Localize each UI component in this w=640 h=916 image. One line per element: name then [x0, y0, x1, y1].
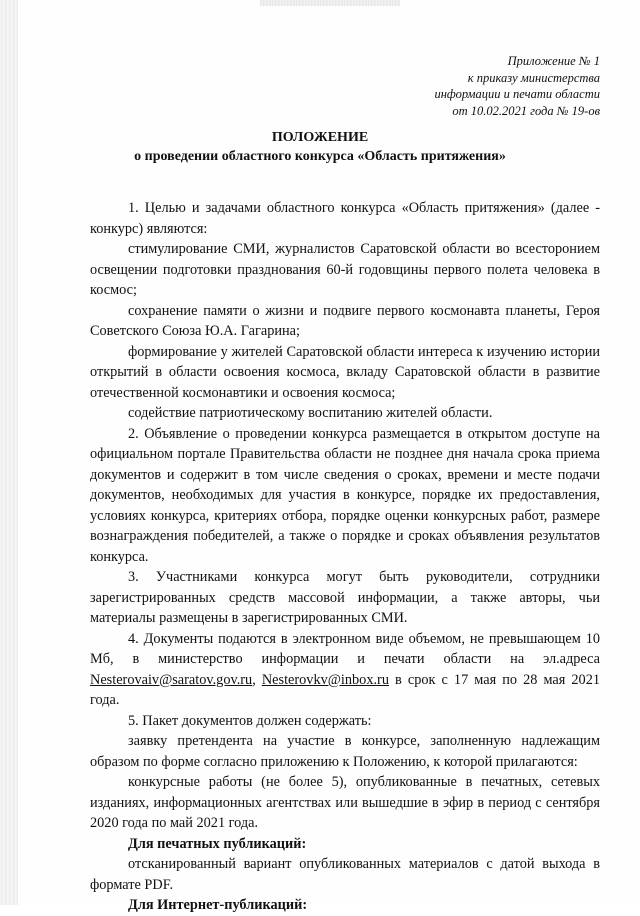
- email-separator: ,: [252, 671, 262, 688]
- document-subtitle: о проведении областного конкурса «Область притяжения»: [134, 149, 506, 164]
- annex-line-3: информации и печати области: [434, 87, 600, 101]
- paragraph-application: заявку претендента на участие в конкурсе, заполненную надлежащим образом по форме согласно приложению к Положению, к которой прилагаются:: [90, 733, 600, 770]
- paragraph-goals: 1. Целью и задачами областного конкурса «Область притяжения» (далее - конкурс) являются:: [90, 200, 600, 237]
- submission-text-b: в срок с 17 мая по 28 мая 2021 года.: [90, 671, 600, 708]
- email-link-1[interactable]: Nesterovaiv@saratov.gov.ru: [90, 671, 253, 688]
- email-link-2[interactable]: Nesterovkv@inbox.ru: [261, 671, 389, 688]
- paragraph-announcement: 2. Объявление о проведении конкурса размещается в открытом доступе на официальном портале Правительства области не позднее дня начала срока приема документов и содержит в том числе сведения о сроках, времени и месте подачи документов, необходимых для участия в конкурсе, порядке их предоставления, условиях конкурса, критериях отбора, порядке оценки конкурсных работ, размере вознаграждения победителей, а также о порядке и сроках объявления результатов конкурса.: [90, 425, 600, 565]
- annex-line-2: к приказу министерства: [467, 70, 600, 85]
- annex-header: [300, 53, 600, 119]
- paragraph-goal-3: формирование у жителей Саратовской области интереса к изучению истории открытий в области освоения космоса, вкладу Саратовской области в развитие отечественной космонавтики и освоения космоса;: [90, 343, 600, 401]
- heading-internet: Для Интернет-публикаций:: [128, 897, 308, 913]
- paragraph-submission: [90, 629, 600, 711]
- paragraph-goal-2: сохранение памяти о жизни и подвиге первого космонавта планеты, Героя Советского Союза Ю.А. Гагарина;: [90, 302, 600, 339]
- paragraph-participants: 3. Участниками конкурса могут быть руководители, сотрудники зарегистрированных средств массовой информации, а также авторы, чьи материалы размещены в зарегистрированных СМИ.: [90, 569, 600, 626]
- paragraph-works: конкурсные работы (не более 5), опубликованные в печатных, сетевых изданиях, информационных агентствах или вышедшие в эфир в период с сентября 2020 года по май 2021 года.: [90, 774, 600, 831]
- document-title: ПОЛОЖЕНИЕ: [271, 130, 369, 145]
- paragraph-print: отсканированный вариант опубликованных материалов с датой выхода в формате PDF.: [90, 856, 600, 893]
- heading-print: Для печатных публикаций:: [128, 835, 307, 852]
- paragraph-package: 5. Пакет документов должен содержать:: [128, 712, 372, 729]
- paragraph-goal-1: стимулирование СМИ, журналистов Саратовской области во всесторонием освещении подготовки празднования 60-й годовщины первого полета человека в космос;: [90, 241, 600, 298]
- annex-line-4: от 10.02.2021 года № 19-ов: [452, 103, 600, 118]
- document-body: [90, 198, 600, 916]
- annex-line-1: Приложение № 1: [507, 54, 600, 68]
- scan-edge-top: [260, 0, 400, 6]
- paragraph-goal-4: содействие патриотическому воспитанию жителей области.: [128, 405, 493, 421]
- submission-text-a: 4. Документы подаются в электронном виде объемом, не превышающем 10 Мб, в министерство информации и печати области на эл.адреса: [90, 630, 600, 667]
